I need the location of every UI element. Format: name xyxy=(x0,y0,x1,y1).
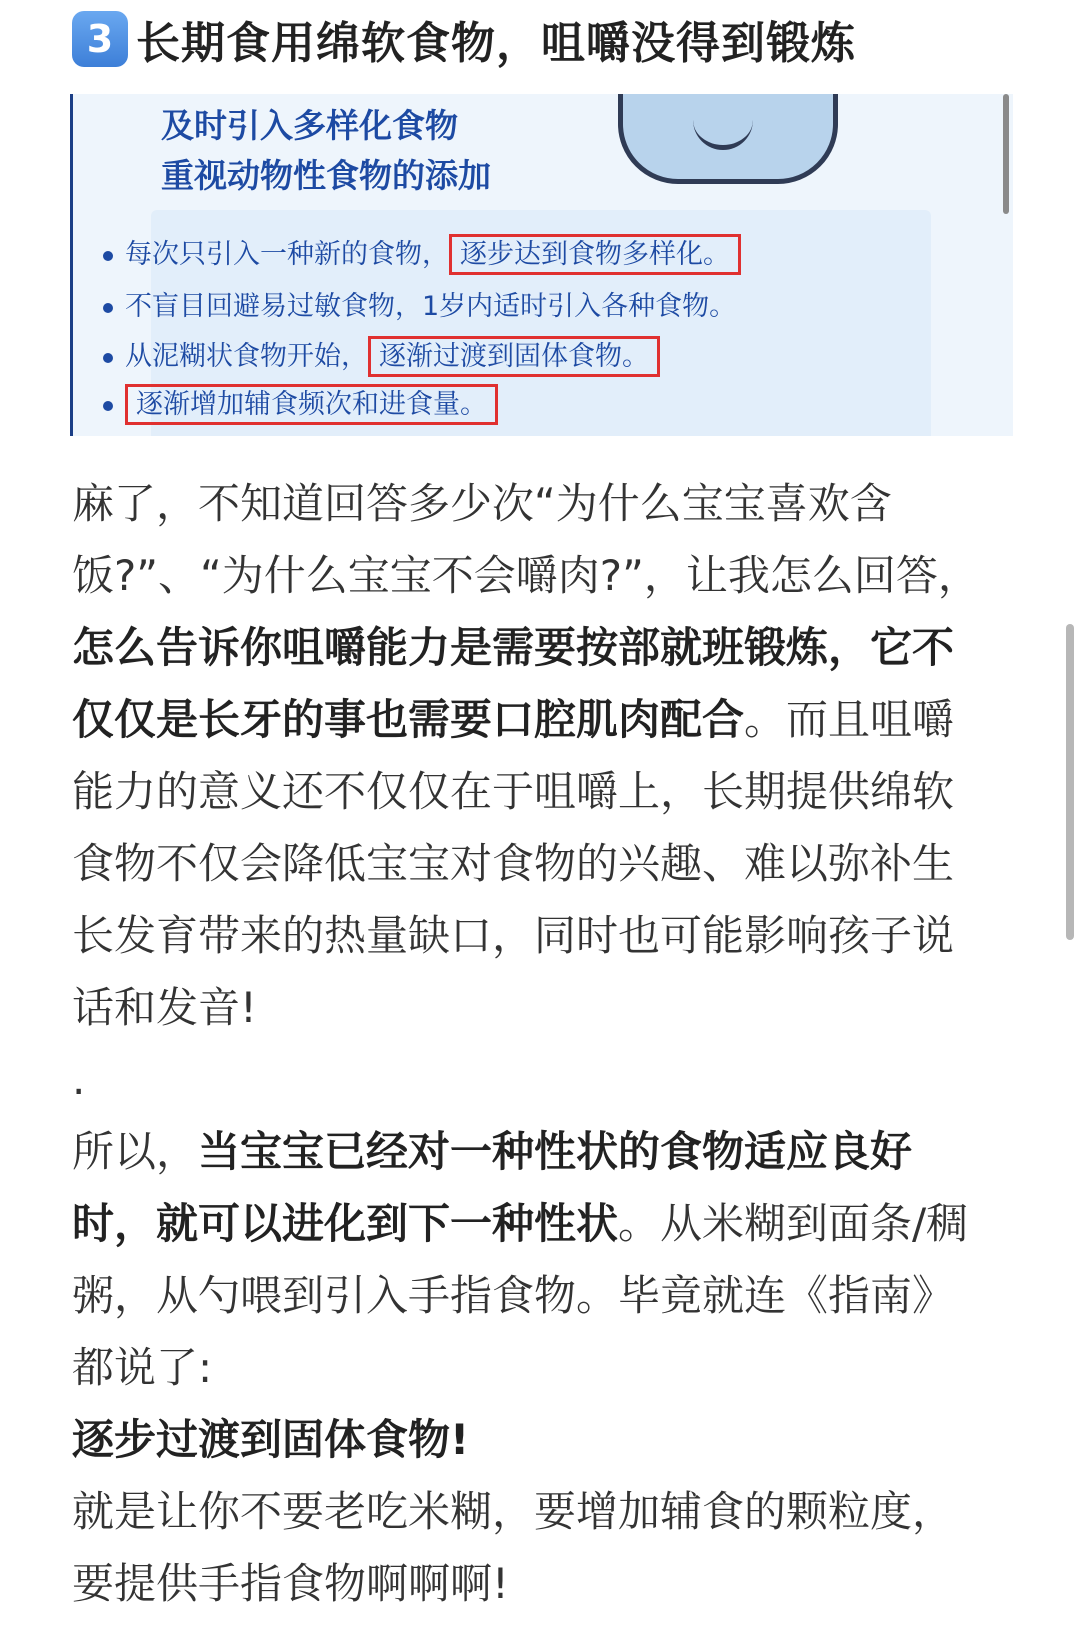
p1-text-a: 麻了，不知道回答多少次“为什么宝宝喜欢含饭?”、“为什么宝宝不会嚼肉?”，让我怎么回答， xyxy=(72,479,980,600)
p1-bold: 怎么告诉你咀嚼能力是需要按部就班锻炼，它不仅仅是长牙的事也需要口腔肌肉配合 xyxy=(72,623,955,744)
bullet-dot-icon xyxy=(103,303,113,313)
paragraph-3 xyxy=(72,1404,992,1476)
face-mouth xyxy=(693,119,753,150)
bullet-dot-icon xyxy=(103,353,113,363)
paragraph-1 xyxy=(72,468,992,1044)
heading-text: 长期食用绵软食物，咀嚼没得到锻炼 xyxy=(136,18,856,69)
infographic-bullet xyxy=(103,382,498,421)
separator: . xyxy=(72,1055,86,1104)
bullet-text: 每次只引入一种新的食物， xyxy=(125,239,449,270)
p1-text-c: 。而且咀嚼能力的意义还不仅仅在于咀嚼上，长期提供绵软食物不仅会降低宝宝对食物的兴趣、难以弥补生长发育带来的热量缺口，同时也可能影响孩子说话和发音! xyxy=(72,695,955,1032)
page-scrollbar[interactable] xyxy=(1066,624,1074,940)
infographic-headline-1: 及时引入多样化食物 xyxy=(161,106,458,145)
infographic-image xyxy=(70,94,1013,436)
section-heading xyxy=(72,8,856,70)
article-body xyxy=(72,468,992,1620)
cartoon-face-icon xyxy=(618,94,838,184)
infographic-bullet xyxy=(103,334,660,373)
p2-text-a: 所以， xyxy=(72,1127,199,1176)
bullet-text: 从泥糊状食物开始， xyxy=(125,341,368,372)
paragraph-2 xyxy=(72,1116,992,1404)
bullet-highlight: 逐渐增加辅食频次和进食量。 xyxy=(125,384,498,425)
bullet-highlight: 逐渐过渡到固体食物。 xyxy=(368,336,660,377)
number-badge xyxy=(72,11,128,67)
p3-bold: 逐步过渡到固体食物! xyxy=(72,1415,470,1464)
infographic-bullet xyxy=(103,284,736,323)
bullet-highlight: 逐步达到食物多样化。 xyxy=(449,234,741,275)
infographic-bullet xyxy=(103,232,741,271)
bullet-dot-icon xyxy=(103,251,113,261)
bullet-text: 不盲目回避易过敏食物，1岁内适时引入各种食物。 xyxy=(125,291,737,322)
infographic-headline-2: 重视动物性食物的添加 xyxy=(161,156,491,195)
p2-bold: 当宝宝已经对一种性状的食物适应良好时，就可以进化到下一种性状 xyxy=(72,1127,913,1248)
p2-text-c: 。从米糊到面条/稠粥，从勺喂到引入手指食物。毕竟就连《指南》都说了: xyxy=(72,1199,969,1392)
infographic-scrollbar xyxy=(1003,94,1009,214)
paragraph-4: 就是让你不要老吃米糊，要增加辅食的颗粒度，要提供手指食物啊啊啊! xyxy=(72,1487,955,1608)
bullet-dot-icon xyxy=(103,401,113,411)
number-badge-text: 3 xyxy=(86,17,114,61)
